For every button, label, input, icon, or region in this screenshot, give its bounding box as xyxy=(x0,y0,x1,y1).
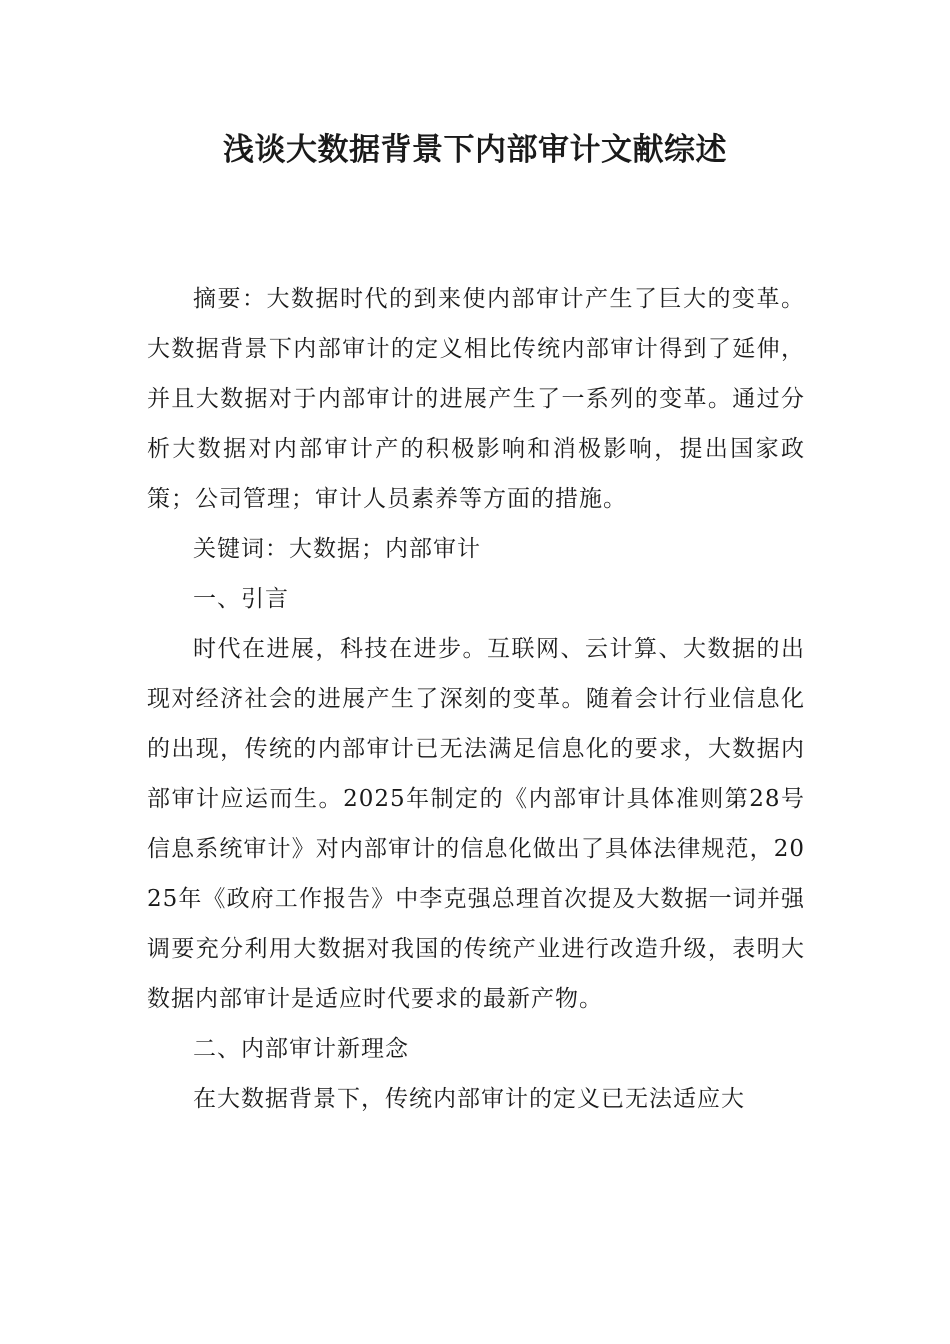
keywords-paragraph: 关键词：大数据；内部审计 xyxy=(193,536,481,562)
new-concept-paragraph: 在大数据背景下，传统内部审计的定义已无法适应大 xyxy=(193,1086,745,1112)
section-heading-introduction: 一、引言 xyxy=(193,586,289,612)
document-title: 浅谈大数据背景下内部审计文献综述 xyxy=(223,132,727,168)
abstract-paragraph: 摘要：大数据时代的到来使内部审计产生了巨大的变革。大数据背景下内部审计的定义相比传统内部审计得到了延伸，并且大数据对于内部审计的进展产生了一系列的变革。通过分析大数据对内部审计产的积极影响和消极影响，提出国家政策；公司管理；审计人员素养等方面的措施。 xyxy=(147,286,805,512)
document-body xyxy=(147,274,805,1124)
section-heading-new-concept: 二、内部审计新理念 xyxy=(193,1036,409,1062)
introduction-paragraph: 时代在进展，科技在进步。互联网、云计算、大数据的出现对经济社会的进展产生了深刻的变革。随着会计行业信息化的出现，传统的内部审计已无法满足信息化的要求，大数据内部审计应运而生。2025年制定的《内部审计具体准则第28号 信息系统审计》对内部审计的信息化做出了具体法律规范，2025年《政府工作报告》中李克强总理首次提及大数据一词并强调要充分利用大数据对我国的传统产业进行改造升级，表明大数据内部审计是适应时代要求的最新产物。 xyxy=(147,636,805,1012)
